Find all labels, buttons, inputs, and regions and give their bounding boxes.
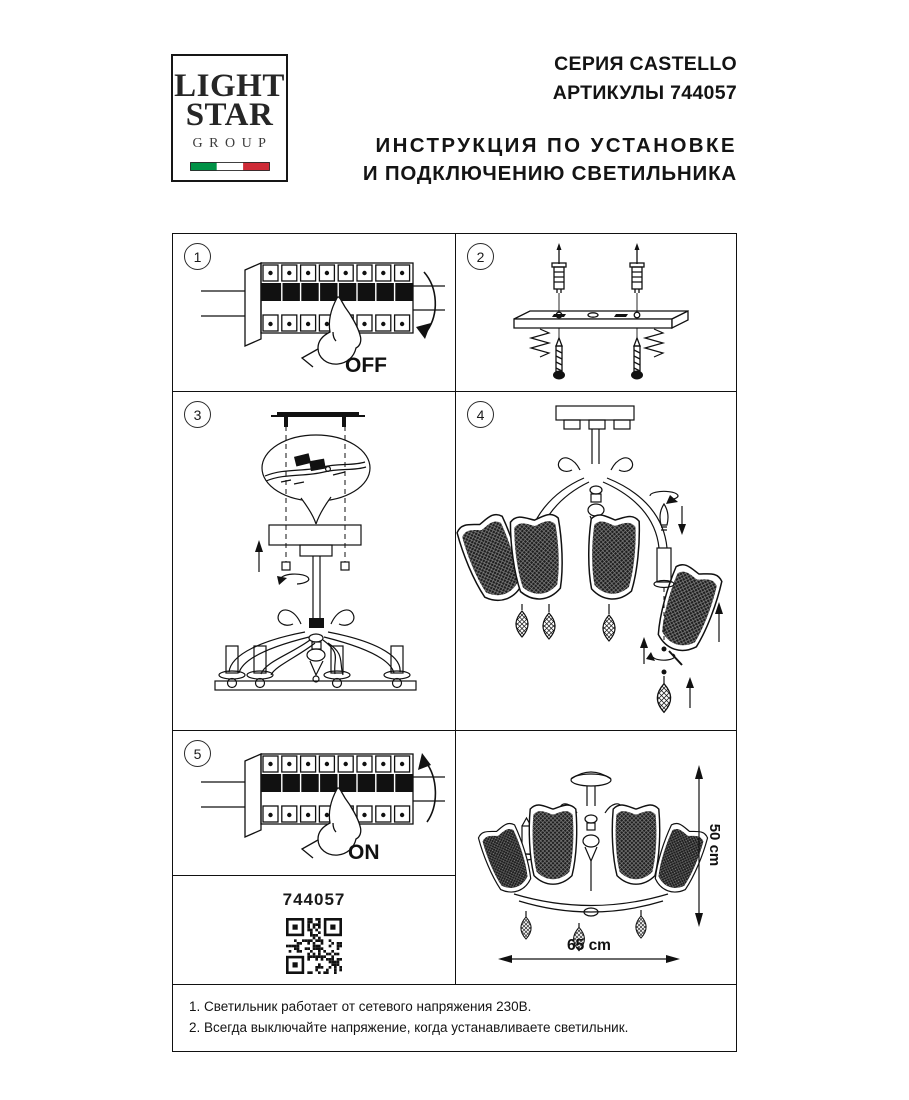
- screw-icon: [553, 338, 565, 380]
- step4-number-badge: 4: [467, 401, 494, 428]
- spring-icon: [531, 329, 549, 357]
- lightstar-logo: [171, 54, 288, 182]
- wiring-detail-bubble: [262, 435, 370, 524]
- mesh-shade-icon: [586, 514, 640, 600]
- off-label: OFF: [345, 354, 387, 377]
- rotate-arrow-icon: [277, 574, 309, 585]
- step1-panel: [173, 234, 456, 392]
- fastener-icon: [646, 647, 682, 675]
- note-line-2: 2. Всегда выключайте напряжение, когда устанавливаете светильник.: [189, 1020, 629, 1035]
- wall-anchor-icon: [552, 243, 566, 293]
- italian-flag-icon: [173, 158, 286, 176]
- mounting-bracket-illustration: [456, 234, 736, 390]
- article-qr-panel: [173, 876, 456, 985]
- crystal-drop-icon: [543, 613, 555, 639]
- qr-code: [286, 918, 342, 974]
- step5-number-badge: 5: [184, 740, 211, 767]
- step5-panel: [173, 731, 456, 876]
- mesh-shade-icon: [529, 805, 576, 884]
- notes-section: [173, 985, 736, 1051]
- breaker-on-illustration: [173, 731, 456, 874]
- article-title: АРТИКУЛЫ 744057: [552, 82, 737, 104]
- arrow-down-icon: [678, 506, 686, 535]
- mounting-strap-icon: [514, 311, 688, 328]
- series-title: СЕРИЯ CASTELLO: [554, 53, 737, 75]
- step3-panel: [173, 392, 456, 731]
- step4-panel: [456, 392, 736, 731]
- crystal-drop-icon: [521, 917, 531, 939]
- height-dimension-label: 50 cm: [706, 823, 723, 867]
- frame-wiring-illustration: [173, 392, 456, 729]
- spring-icon: [645, 329, 663, 357]
- article-number: 744057: [282, 890, 346, 909]
- header-titles: [363, 50, 737, 188]
- crystal-drop-icon: [603, 615, 615, 641]
- instruction-table: [172, 233, 737, 1052]
- arrow-down-icon: [416, 272, 435, 339]
- mesh-shade-icon: [612, 805, 659, 884]
- step3-number-badge: 3: [184, 401, 211, 428]
- final-dimensions-panel: [456, 731, 736, 985]
- step2-number-badge: 2: [467, 243, 494, 270]
- logo-word-light: LIGHT: [174, 68, 285, 104]
- wall-anchor-icon: [630, 243, 644, 293]
- crystal-drop-icon: [657, 684, 670, 713]
- logo-word-group: GROUP: [192, 136, 273, 151]
- arrow-up-icon: [418, 753, 435, 822]
- width-dimension-arrow: [498, 955, 680, 963]
- mesh-shade-icon: [651, 562, 724, 657]
- note-line-1: 1. Светильник работает от сетевого напряжения 230В.: [189, 999, 532, 1014]
- instruction-title-line2: И ПОДКЛЮЧЕНИЮ СВЕТИЛЬНИКА: [362, 162, 737, 185]
- crystal-drop-icon: [516, 611, 528, 637]
- arrow-up-icon: [255, 540, 263, 572]
- step2-panel: [456, 234, 736, 392]
- screw-icon: [631, 338, 643, 380]
- on-label: ON: [348, 841, 380, 864]
- crystal-drop-icon: [636, 916, 646, 938]
- arrow-up-icon: [640, 637, 648, 664]
- width-dimension-label: 65 cm: [567, 937, 611, 954]
- instruction-title-line1: ИНСТРУКЦИЯ ПО УСТАНОВКЕ: [375, 134, 737, 157]
- logo-word-star: STAR: [185, 97, 274, 133]
- arrow-up-icon: [715, 602, 723, 642]
- breaker-off-illustration: [173, 234, 456, 390]
- shade-assembly-illustration: [456, 392, 736, 729]
- rotate-arrow-icon: [650, 491, 678, 504]
- step1-number-badge: 1: [184, 243, 211, 270]
- chandelier-dimensions-illustration: [456, 731, 736, 983]
- mesh-shade-icon: [477, 821, 537, 897]
- arrow-up-icon: [686, 677, 694, 708]
